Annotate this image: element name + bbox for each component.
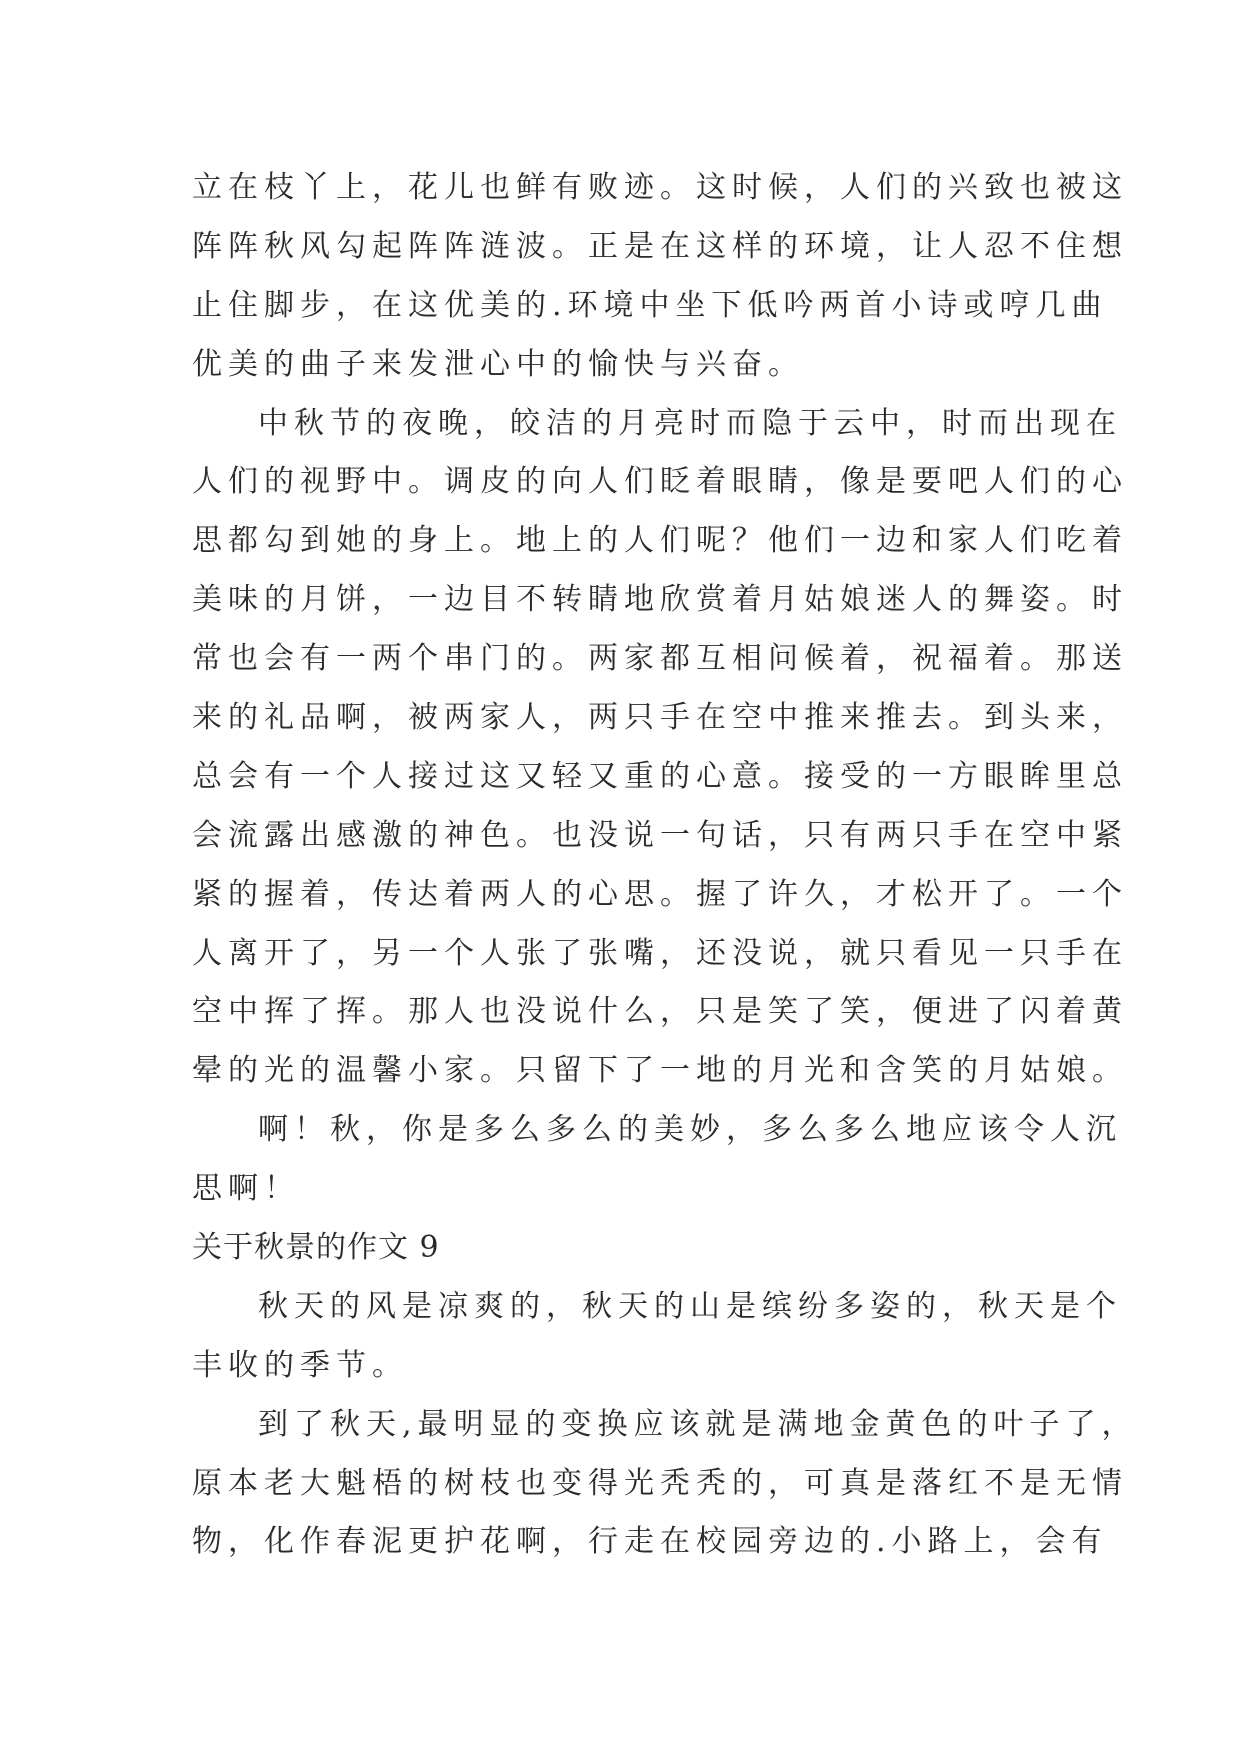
- text-line: 人离开了，另一个人张了张嘴，还没说，就只看见一只手在: [192, 935, 1128, 971]
- text-line: 立在枝丫上，花儿也鲜有败迹。这时候，人们的兴致也被这: [192, 170, 1128, 205]
- text-line: 思啊！: [192, 1171, 300, 1207]
- text-line: 阵阵秋风勾起阵阵涟波。正是在这样的环境，让人忍不住想: [192, 228, 1128, 264]
- text-line: 美味的月饼，一边目不转睛地欣赏着月姑娘迷人的舞姿。时: [192, 582, 1128, 618]
- section-heading: 关于秋景的作文 9: [192, 1230, 440, 1266]
- text-line: 常也会有一两个串门的。两家都互相问候着，祝福着。那送: [192, 641, 1128, 677]
- text-line: 优美的曲子来发泄心中的愉快与兴奋。: [192, 346, 804, 382]
- paragraph-start-line: 啊！秋，你是多么多么的美妙，多么多么地应该令人沉: [258, 1112, 1122, 1148]
- text-line: 原本老大魁梧的树枝也变得光秃秃的，可真是落红不是无情: [192, 1465, 1128, 1501]
- text-line: 思都勾到她的身上。地上的人们呢？他们一边和家人们吃着: [192, 523, 1128, 559]
- text-line: 物，化作春泥更护花啊，行走在校园旁边的.小路上，会有: [192, 1524, 1108, 1560]
- text-line: 丰收的季节。: [192, 1347, 408, 1383]
- text-line: 总会有一个人接过这又轻又重的心意。接受的一方眼眸里总: [192, 758, 1128, 794]
- text-line: 空中挥了挥。那人也没说什么，只是笑了笑，便进了闪着黄: [192, 994, 1128, 1030]
- text-line: 来的礼品啊，被两家人，两只手在空中推来推去。到头来，: [192, 700, 1128, 736]
- text-line: 晕的光的温馨小家。只留下了一地的月光和含笑的月姑娘。: [192, 1053, 1128, 1089]
- paragraph-start-line: 中秋节的夜晚，皎洁的月亮时而隐于云中，时而出现在: [258, 405, 1122, 441]
- text-line: 止住脚步，在这优美的.环境中坐下低吟两首小诗或哼几曲: [192, 287, 1108, 323]
- paragraph-start-line: 秋天的风是凉爽的，秋天的山是缤纷多姿的，秋天是个: [258, 1288, 1122, 1324]
- paragraph-start-line: 到了秋天,最明显的变换应该就是满地金黄色的叶子了，: [258, 1406, 1138, 1442]
- essay-body: [192, 159, 1138, 1572]
- text-line: 会流露出感激的神色。也没说一句话，只有两只手在空中紧: [192, 817, 1128, 853]
- text-line: 紧的握着，传达着两人的心思。握了许久，才松开了。一个: [192, 876, 1128, 912]
- text-line: 人们的视野中。调皮的向人们眨着眼睛，像是要吧人们的心: [192, 464, 1128, 500]
